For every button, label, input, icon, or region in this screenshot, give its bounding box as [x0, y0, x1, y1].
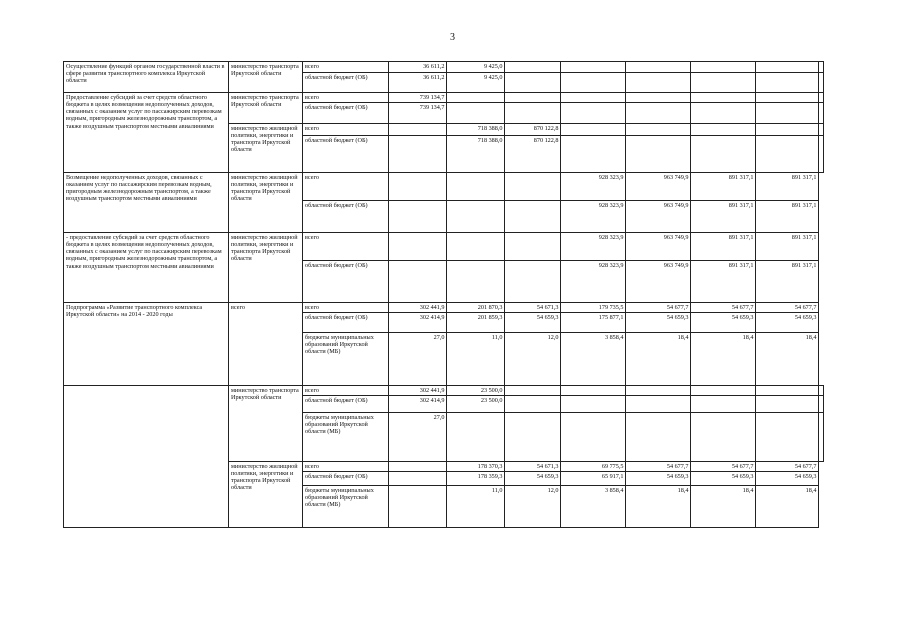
text-cell: Подпрограмма «Развитие транспортного комплекса Иркутской области» на 2014 - 2020 годы	[64, 303, 229, 386]
amount-cell	[447, 233, 505, 261]
amount-cell: 27,0	[389, 333, 447, 386]
amount-cell: 178 370,3	[447, 462, 505, 472]
amount-cell: 891 317,1	[691, 261, 756, 303]
amount-cell: 178 359,3	[447, 472, 505, 486]
table-row	[64, 233, 824, 261]
amount-cell: 54 659,3	[626, 313, 691, 333]
amount-cell	[626, 73, 691, 93]
amount-cell	[505, 173, 561, 201]
amount-cell: 739 134,7	[389, 93, 447, 103]
amount-cell: 69 775,5	[561, 462, 626, 472]
amount-cell: 54 659,3	[505, 472, 561, 486]
amount-cell: 870 122,8	[505, 136, 561, 173]
amount-cell	[389, 136, 447, 173]
text-cell: всего	[303, 462, 389, 472]
amount-cell: 18,4	[691, 333, 756, 386]
amount-cell	[691, 62, 756, 73]
amount-cell	[505, 413, 561, 462]
amount-cell	[819, 413, 824, 462]
amount-cell	[691, 386, 756, 396]
amount-cell	[561, 62, 626, 73]
amount-cell: 36 611,2	[389, 62, 447, 73]
amount-cell: 23 500,0	[447, 386, 505, 396]
amount-cell: 302 414,9	[389, 313, 447, 333]
text-cell: бюджеты муниципальных образований Иркутской области (МБ)	[303, 413, 389, 462]
amount-cell: 54 671,3	[505, 303, 561, 313]
text-cell: всего	[303, 62, 389, 73]
amount-cell	[561, 103, 626, 124]
amount-cell: 27,0	[389, 413, 447, 462]
amount-cell: 928 323,9	[561, 173, 626, 201]
amount-cell	[389, 261, 447, 303]
amount-cell	[819, 93, 824, 103]
text-cell: министерство транспорта Иркутской области	[229, 386, 303, 462]
amount-cell: 891 317,1	[756, 233, 819, 261]
amount-cell: 54 677,7	[691, 462, 756, 472]
amount-cell	[626, 103, 691, 124]
amount-cell	[626, 124, 691, 136]
amount-cell	[389, 124, 447, 136]
text-cell: областной бюджет (ОБ)	[303, 313, 389, 333]
amount-cell: 54 677,7	[756, 303, 819, 313]
text-cell: всего	[303, 124, 389, 136]
amount-cell: 201 870,3	[447, 303, 505, 313]
amount-cell: 891 317,1	[756, 261, 819, 303]
text-cell: всего	[303, 303, 389, 313]
amount-cell: 891 317,1	[691, 201, 756, 233]
amount-cell	[756, 73, 819, 93]
amount-cell: 891 317,1	[691, 173, 756, 201]
amount-cell: 891 317,1	[691, 233, 756, 261]
text-cell: всего	[303, 173, 389, 201]
amount-cell: 54 677,7	[626, 303, 691, 313]
amount-cell	[756, 396, 819, 413]
amount-cell: 718 388,0	[447, 136, 505, 173]
amount-cell	[691, 396, 756, 413]
amount-cell	[626, 62, 691, 73]
amount-cell	[756, 124, 819, 136]
amount-cell: 54 659,3	[626, 472, 691, 486]
text-cell: бюджеты муниципальных образований Иркутской области (МБ)	[303, 486, 389, 528]
amount-cell	[819, 396, 824, 413]
amount-cell	[756, 103, 819, 124]
amount-cell: 9 425,0	[447, 73, 505, 93]
text-cell: министерство жилищной политики, энергетики и транспорта Иркутской области	[229, 462, 303, 528]
amount-cell: 302 441,9	[389, 303, 447, 313]
amount-cell	[626, 136, 691, 173]
amount-cell: 54 659,3	[691, 472, 756, 486]
amount-cell: 9 425,0	[447, 62, 505, 73]
amount-cell	[447, 103, 505, 124]
amount-cell: 3 858,4	[561, 486, 626, 528]
text-cell: областной бюджет (ОБ)	[303, 201, 389, 233]
amount-cell: 11,0	[447, 333, 505, 386]
budget-table	[63, 61, 824, 528]
text-cell: - предоставление субсидий за счет средств областного бюджета в целях возмещения недополученных доходов, связанных с оказанием услуг по пассажирским перевозкам водным, пригородным железнодорожным транспортом, а также воздушным транспортом местными авиалиниями	[64, 233, 229, 303]
amount-cell: 54 659,3	[691, 313, 756, 333]
text-cell: всего	[229, 303, 303, 386]
amount-cell	[819, 73, 824, 93]
amount-cell	[561, 124, 626, 136]
text-cell: Возмещение недополученных доходов, связанных с оказанием услуг по пассажирским перевозкам водным, пригородным железнодорожным транспортом, а также воздушным транспортом местными авиалиниями	[64, 173, 229, 233]
amount-cell	[505, 386, 561, 396]
amount-cell	[626, 386, 691, 396]
amount-cell	[505, 233, 561, 261]
amount-cell	[389, 201, 447, 233]
amount-cell	[756, 62, 819, 73]
amount-cell: 12,0	[505, 486, 561, 528]
text-cell: министерство жилищной политики, энергетики и транспорта Иркутской области	[229, 124, 303, 173]
amount-cell	[447, 93, 505, 103]
amount-cell	[626, 413, 691, 462]
amount-cell: 18,4	[626, 486, 691, 528]
amount-cell	[389, 486, 447, 528]
amount-cell: 928 323,9	[561, 233, 626, 261]
amount-cell	[626, 396, 691, 413]
amount-cell: 302 414,9	[389, 396, 447, 413]
text-cell: областной бюджет (ОБ)	[303, 136, 389, 173]
amount-cell	[447, 173, 505, 201]
amount-cell	[691, 136, 756, 173]
amount-cell	[691, 103, 756, 124]
amount-cell: 718 388,0	[447, 124, 505, 136]
amount-cell: 928 323,9	[561, 261, 626, 303]
amount-cell	[819, 136, 824, 173]
page-number: 3	[450, 32, 455, 43]
text-cell: всего	[303, 93, 389, 103]
amount-cell	[561, 93, 626, 103]
amount-cell	[447, 413, 505, 462]
amount-cell	[691, 73, 756, 93]
amount-cell	[561, 73, 626, 93]
text-cell: всего	[303, 386, 389, 396]
amount-cell	[756, 386, 819, 396]
amount-cell: 54 671,3	[505, 462, 561, 472]
amount-cell	[756, 136, 819, 173]
text-cell: областной бюджет (ОБ)	[303, 472, 389, 486]
text-cell: министерство транспорта Иркутской области	[229, 93, 303, 124]
amount-cell: 54 677,7	[691, 303, 756, 313]
amount-cell	[505, 261, 561, 303]
amount-cell: 963 749,9	[626, 173, 691, 201]
amount-cell: 54 659,3	[756, 472, 819, 486]
amount-cell	[389, 233, 447, 261]
amount-cell	[505, 73, 561, 93]
text-cell: Предоставление субсидий за счет средств областного бюджета в целях возмещения недополученных доходов, связанных с оказанием услуг по пассажирским перевозкам водным, пригородным железнодорожным транспортом, а также воздушным транспортом местными авиалиниями	[64, 93, 229, 173]
amount-cell: 175 877,1	[561, 313, 626, 333]
amount-cell	[691, 413, 756, 462]
amount-cell	[691, 124, 756, 136]
amount-cell: 12,0	[505, 333, 561, 386]
table-row	[64, 303, 824, 313]
amount-cell: 963 749,9	[626, 233, 691, 261]
amount-cell: 963 749,9	[626, 261, 691, 303]
text-cell: всего	[303, 233, 389, 261]
amount-cell: 891 317,1	[756, 173, 819, 201]
amount-cell	[505, 103, 561, 124]
text-cell: областной бюджет (ОБ)	[303, 261, 389, 303]
amount-cell: 54 677,7	[756, 462, 819, 472]
amount-cell	[447, 261, 505, 303]
amount-cell	[819, 386, 824, 396]
amount-cell	[561, 413, 626, 462]
amount-cell	[389, 462, 447, 472]
amount-cell	[505, 93, 561, 103]
amount-cell: 36 611,2	[389, 73, 447, 93]
amount-cell	[389, 472, 447, 486]
amount-cell: 963 749,9	[626, 201, 691, 233]
amount-cell	[505, 201, 561, 233]
table-row	[64, 93, 824, 103]
text-cell: областной бюджет (ОБ)	[303, 396, 389, 413]
amount-cell: 201 859,3	[447, 313, 505, 333]
text-cell: Осуществление функций органом государственной власти в сфере развития транспортного комплекса Иркутской области	[64, 62, 229, 93]
amount-cell	[819, 62, 824, 73]
text-cell: министерство жилищной политики, энергетики и транспорта Иркутской области	[229, 173, 303, 233]
amount-cell: 870 122,8	[505, 124, 561, 136]
amount-cell	[505, 396, 561, 413]
amount-cell: 179 735,5	[561, 303, 626, 313]
amount-cell	[756, 413, 819, 462]
amount-cell	[447, 201, 505, 233]
amount-cell	[626, 93, 691, 103]
table-row	[64, 173, 824, 201]
amount-cell: 18,4	[691, 486, 756, 528]
amount-cell	[505, 62, 561, 73]
amount-cell	[756, 93, 819, 103]
amount-cell: 54 659,3	[505, 313, 561, 333]
amount-cell: 18,4	[756, 333, 819, 386]
amount-cell: 302 441,9	[389, 386, 447, 396]
text-cell: областной бюджет (ОБ)	[303, 73, 389, 93]
amount-cell	[819, 103, 824, 124]
text-cell: министерство жилищной политики, энергетики и транспорта Иркутской области	[229, 233, 303, 303]
amount-cell: 11,0	[447, 486, 505, 528]
text-cell: бюджеты муниципальных образований Иркутской области (МБ)	[303, 333, 389, 386]
text-cell: министерство транспорта Иркутской области	[229, 62, 303, 93]
amount-cell	[561, 136, 626, 173]
amount-cell: 65 917,1	[561, 472, 626, 486]
table-row	[64, 386, 824, 396]
amount-cell	[691, 93, 756, 103]
amount-cell: 891 317,1	[756, 201, 819, 233]
budget-table-body	[64, 62, 824, 528]
amount-cell: 3 858,4	[561, 333, 626, 386]
table-row	[64, 62, 824, 73]
amount-cell: 23 500,0	[447, 396, 505, 413]
amount-cell: 739 134,7	[389, 103, 447, 124]
text-cell	[64, 386, 229, 528]
amount-cell: 54 677,7	[626, 462, 691, 472]
amount-cell	[561, 396, 626, 413]
amount-cell	[389, 173, 447, 201]
amount-cell: 54 659,3	[756, 313, 819, 333]
amount-cell	[561, 386, 626, 396]
amount-cell: 18,4	[756, 486, 819, 528]
text-cell: областной бюджет (ОБ)	[303, 103, 389, 124]
amount-cell: 18,4	[626, 333, 691, 386]
amount-cell: 928 323,9	[561, 201, 626, 233]
amount-cell	[819, 124, 824, 136]
